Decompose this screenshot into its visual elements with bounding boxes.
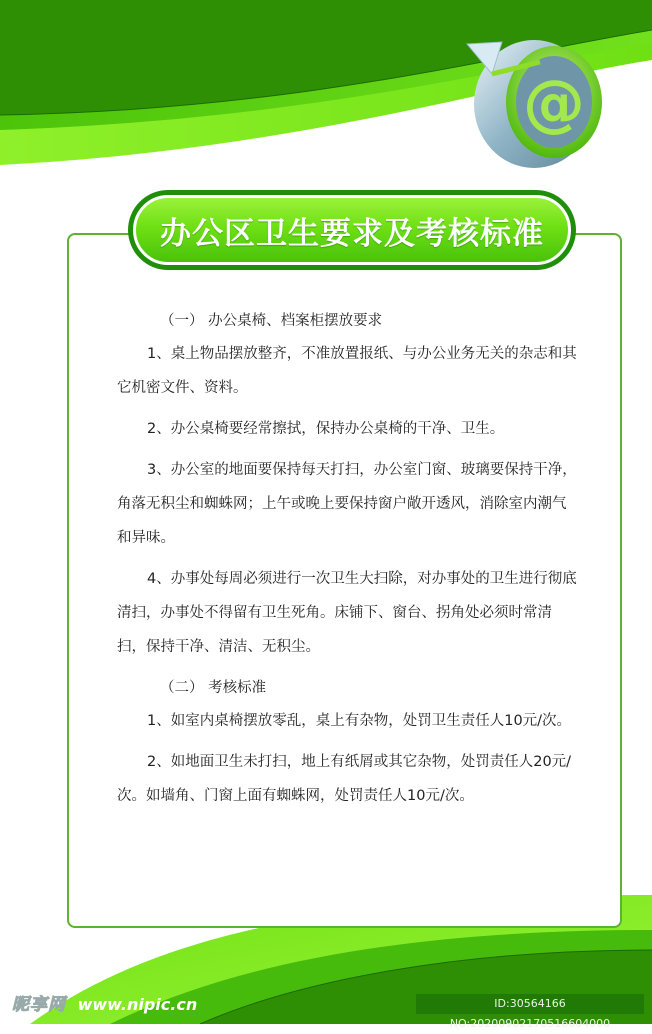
rule-item: 1、如室内桌椅摆放零乱，桌上有杂物，处罚卫生责任人10元/次。 [147,713,572,729]
rule-item: 3、办公室的地面要保持每天打扫，办公室门窗、玻璃要保持干净，角落无积尘和蜘蛛网；上午或晚上要保持窗户敞开透风，消除室内潮气和异味。 [117,462,577,546]
svg-text:@: @ [523,66,585,139]
title-banner [128,190,576,270]
rule-item: 1、桌上物品摆放整齐，不准放置报纸、与办公业务无关的杂志和其它机密文件、资料。 [117,346,577,396]
rule-item: 2、办公桌椅要经常擦拭，保持办公桌椅的干净、卫生。 [147,421,505,437]
section-heading: （二） 考核标准 [160,680,267,696]
image-id-label: ID:30564166 NO:20200902170516604000 [416,994,644,1014]
site-name-cn: 昵享网 [12,995,66,1015]
rule-item: 2、如地面卫生未打扫，地上有纸屑或其它杂物，处罚责任人20元/次。如墙角、门窗上面有蜘蛛网，处罚责任人10元/次。 [117,754,572,804]
site-url: www.nipic.cn [77,995,198,1014]
email-at-icon [462,22,610,172]
title-banner-inner [133,195,571,265]
rules-content [117,311,577,827]
section-heading: （一） 办公桌椅、档案柜摆放要求 [160,313,383,329]
site-watermark [12,990,197,1015]
rule-item: 4、办事处每周必须进行一次卫生大扫除，对办事处的卫生进行彻底清扫，办事处不得留有卫生死角。床铺下、窗台、拐角处必须时常清扫，保持干净、清洁、无积尘。 [117,571,577,655]
page-title: 办公区卫生要求及考核标准 [160,215,544,252]
